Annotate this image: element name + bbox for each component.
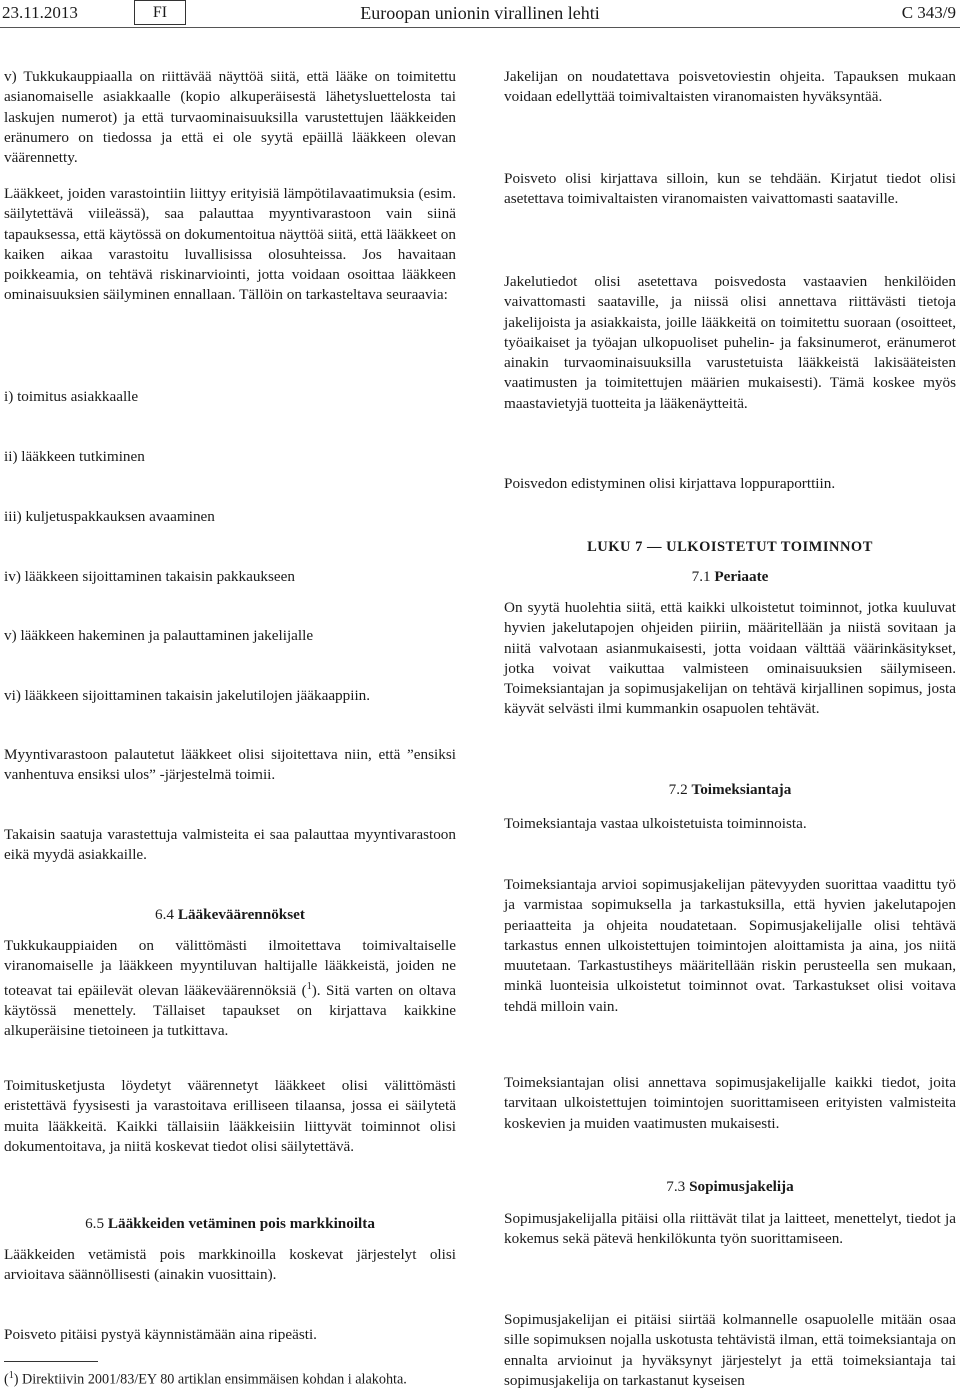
footnote-rule [4, 1361, 98, 1362]
paragraph: Toimeksiantaja vastaa ulkoistetuista toiminnoista. [504, 815, 807, 832]
paragraph-text: ). Sitä varten on oltava käytössä menettely. Tällaiset tapaukset on kirjattava kaikkine alkuperäisine tietoineen ja tutkittava. [4, 981, 456, 1040]
section-title: Periaate [714, 568, 769, 585]
section-title: Lääkeväärennökset [177, 906, 305, 923]
list-item: i) toimitus asiakkaalle [4, 388, 139, 405]
language-badge: FI [134, 0, 186, 25]
paragraph [4, 936, 456, 1042]
paragraph: Poisvedon edistyminen olisi kirjattava loppuraporttiin. [504, 475, 836, 492]
section-number: 7.3 [666, 1178, 686, 1195]
paragraph: Myyntivarastoon palautetut lääkkeet olisi sijoitettava niin, että ”ensiksi vanhentuva ensiksi ulos” -järjestelmä toimii. [4, 746, 456, 784]
paragraph: v) Tukkukauppiaalla on riittävää näyttöä siitä, että lääke on toimitettu asianomaiselle asiakkaalle (kopio alkuperäisestä lähetysluettelosta tai laskujen numerot) ja että turvaominaisuuksilla varustettujen lääkkeiden eränumero on tiedossa ja että ei ole syytä epäillä lääkkeen olevan väärennetty. [4, 68, 456, 167]
section-heading-7-3 [504, 1177, 956, 1197]
paragraph: Lääkkeet, joiden varastointiin liittyy erityisiä lämpötilavaatimuksia (esim. säilytettävä viileässä), saa palauttaa myyntivarastoon vain siinä tapauksessa, että käytössä on dokumentoitua näyttöä siitä, että lääkkeet on kaiken aikaa varastoitu luvallisissa olosuhteissa. Jos havaitaan poikkeamia, on tehtävä riskinarviointi, jotta voidaan osoittaa lääkkeen ominaisuuksien säilyminen ennallaan. Tällöin on tarkasteltava seuraavia: [4, 185, 456, 304]
section-heading-6-4 [4, 905, 456, 925]
section-title: Toimeksiantaja [691, 781, 792, 798]
page-header [0, 0, 960, 28]
paragraph: Takaisin saatuja varastettuja valmisteita ei saa palauttaa myyntivarastoon eikä myydä asiakkaille. [4, 826, 456, 864]
paragraph: Sopimusjakelijan ei pitäisi siirtää kolmannelle osapuolelle mitään osaa sille sopimuksen nojalla uskotusta tehtävistä ilman, että toimeksiantaja on ennalta arvioinut ja hyväksynyt järjestelyt ja että toimeksiantaja tai sopimusjakelija on tarkastanut kyseisen [504, 1311, 956, 1389]
journal-title: Euroopan unionin virallinen lehti [360, 3, 600, 23]
paragraph: Toimeksiantaja arvioi sopimusjakelijan pätevyyden suorittaa vaadittu työ ja varmistaa sopimuksella ja tarkastuksilla, että hyvien jakelutapojen periaatteita ja ohjeita noudatetaan. Sopimusjakelijalle olisi tehtävä tarkastus ennen ulkoistettujen toimintojen aloittamista ja aina, jos niitä muutetaan. Tarkastustiheys määritellään riskin perusteella sen mukaan, minkä luonteisia ulkoistetut toiminnot ovat. Tarkastukset olisi voitava tehdä milloin vain. [504, 876, 956, 1015]
paragraph: Toimeksiantajan olisi annettava sopimusjakelijalle kaikki tiedot, joita tarvitaan ulkoistettujen toimintojen suorittamiseen erityisten valmisteita koskevien ja muiden vaatimusten mukaisesti. [504, 1074, 956, 1132]
chapter-heading: LUKU 7 — ULKOISTETUT TOIMINNOT [587, 539, 873, 555]
list-item: iv) lääkkeen sijoittaminen takaisin pakkaukseen [4, 568, 296, 585]
section-title: Lääkkeiden vetäminen pois markkinoilta [107, 1215, 375, 1232]
section-heading-7-1 [504, 567, 956, 587]
paragraph: Jakelutiedot olisi asetettava poisvedosta vastaavien henkilöiden vaivattomasti saataville, ja niissä olisi annettava riittävästi tietoja jakelijoista ja asiakkaista, joille lääkkeitä on toimitettu suoraan (osoitteet, työaikaiset ja työajan ulkopuoliset puhelin- ja faksinumerot, eränumerot ainakin turvaominaisuuksilla varustetuista lääkkeistä lakisääteisten vaatimusten ja toimitettujen määrien mukaisesti). Tämä koskee myös maastavietyjä tuotteita ja lääkenäytteitä. [504, 273, 956, 412]
footnote-mark: 1 [8, 1370, 14, 1381]
paragraph: Poisveto pitäisi pystyä käynnistämään aina ripeästi. [4, 1326, 317, 1343]
section-number: 6.4 [155, 906, 175, 923]
section-title: Sopimusjakelija [689, 1178, 794, 1195]
footnote: ($^1$) Direktiivin 2001/83/EY 80 artiklan ensimmäisen kohdan i alakohta. [4, 1370, 407, 1388]
section-number: 7.1 [691, 568, 711, 585]
section-number: 7.2 [668, 781, 688, 798]
paragraph: Lääkkeiden vetämistä pois markkinoilla koskevat järjestelyt olisi arvioitava säännöllisesti (ainakin vuosittain). [4, 1246, 456, 1284]
paragraph-text: Tukkukauppiaiden on välittömästi ilmoitettava toimivaltaiselle viranomaiselle ja lääkkeen myyntiluvan haltijalle lääkkeistä, joiden ne toteavat tai epäilevät olevan lääkeväärennöksiä ( [4, 937, 456, 999]
footnote-reference[interactable]: 1 [306, 980, 312, 992]
paragraph: On syytä huolehtia siitä, että kaikki ulkoistetut toiminnot, jotka kuuluvat hyvien jakelutapojen ohjeiden piiriin, määritellään ja niistä sovitaan ja niitä valvotaan asianmukaisesti, jotta voidaan välttää väärinkäsitykset, jotka voivat vaikuttaa valmisteen ominaisuuksien säilymiseen. Toimeksiantajan ja sopimusjakelijan on tehtävä kirjallinen sopimus, josta käyvät selvästi ilmi kummankin osapuolen tehtävät. [504, 599, 956, 718]
publication-date: 23.11.2013 [2, 3, 78, 22]
page-number: C 343/9 [901, 3, 956, 22]
list-item: ii) lääkkeen tutkiminen [4, 448, 145, 465]
section-heading-6-5 [4, 1214, 456, 1234]
list-item: iii) kuljetuspakkauksen avaaminen [4, 508, 215, 525]
section-heading-7-2 [504, 780, 956, 800]
paragraph: Jakelijan on noudatettava poisvetoviestin ohjeita. Tapauksen mukaan voidaan edellyttää toimivaltaisten viranomaisten hyväksyntää. [504, 68, 956, 106]
footnote-text: Direktiivin 2001/83/EY 80 artiklan ensimmäisen kohdan i alakohta. [22, 1371, 407, 1388]
list-item: vi) lääkkeen sijoittaminen takaisin jakelutilojen jääkaappiin. [4, 687, 371, 704]
list-item: v) lääkkeen hakeminen ja palauttaminen jakelijalle [4, 627, 314, 644]
paragraph: Poisveto olisi kirjattava silloin, kun se tehdään. Kirjatut tiedot olisi asetettava toimivaltaisten viranomaisten vaivattomasti saataville. [504, 170, 956, 208]
header-rule [0, 27, 960, 28]
paragraph: Toimitusketjusta löydetyt väärennetyt lääkkeet olisi välittömästi eristettävä fyysisesti ja varastoitava erilliseen tilaansa, jossa ei säilytetä muita lääkkeitä. Kaikki tällaisiin lääkkeisiin liittyvät toiminnot olisi dokumentoitava, ja niitä koskevat tiedot olisi säilytettävä. [4, 1077, 456, 1155]
section-number: 6.5 [85, 1215, 105, 1232]
paragraph: Sopimusjakelijalla pitäisi olla riittävät tilat ja laitteet, menettelyt, tiedot ja kokemus sekä pätevä henkilökunta työn suorittamiseen. [504, 1210, 956, 1248]
